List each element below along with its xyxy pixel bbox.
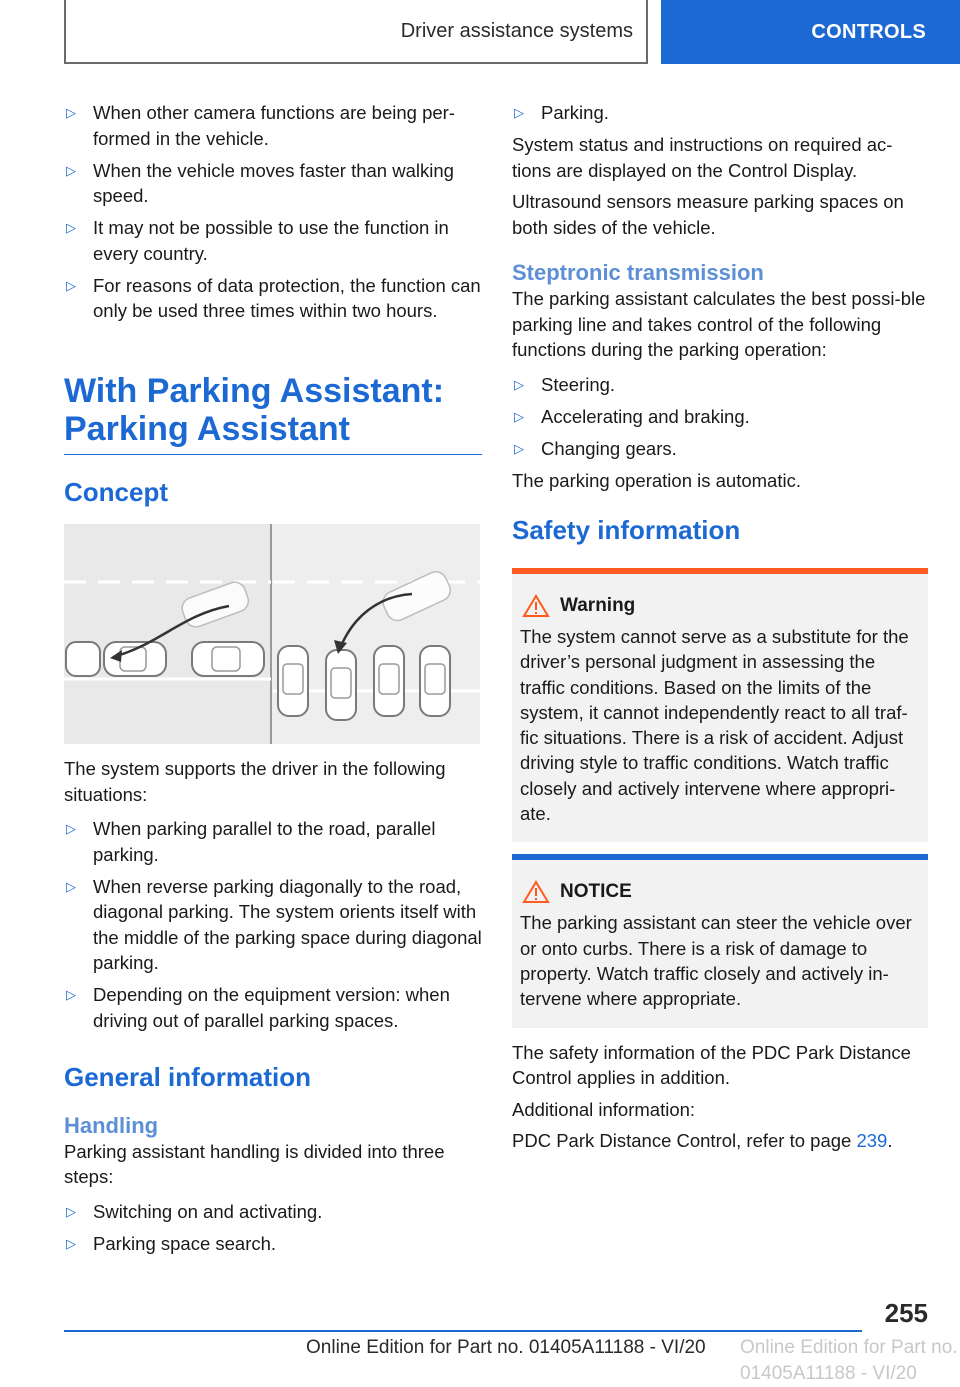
list-item: ▷ Steering. — [512, 372, 928, 398]
handling-bullet-list — [64, 1199, 482, 1257]
page-title: With Parking Assistant: Parking Assistant — [64, 372, 482, 455]
notice-title-row — [520, 880, 920, 904]
list-item: ▷ Switching on and activating. — [64, 1199, 482, 1225]
warning-triangle-icon — [522, 594, 550, 618]
header-section-title: Driver assistance systems — [400, 19, 633, 42]
triangle-bullet-icon: ▷ — [66, 105, 76, 120]
triangle-bullet-icon: ▷ — [514, 376, 524, 392]
list-item: ▷ When other camera functions are being per-formed in the vehicle. — [64, 100, 482, 151]
handling-heading: Handling — [64, 1112, 159, 1138]
list-item: ▷ Changing gears. — [512, 436, 928, 462]
notice-box — [512, 854, 928, 1027]
triangle-bullet-icon: ▷ — [66, 821, 76, 836]
steptronic-heading: Steptronic transmission — [512, 260, 764, 285]
header-section-tab — [64, 0, 648, 64]
right-column — [512, 100, 928, 1154]
watermark-text: Online Edition for Part no. 01405A11188 - VI/20 — [740, 1337, 958, 1384]
list-item: ▷ When parking parallel to the road, parallel parking. — [64, 816, 482, 867]
triangle-bullet-icon: ▷ — [66, 162, 76, 178]
pdc-paragraph: The safety information of the PDC Park Distance Control applies in addition. — [512, 1041, 911, 1089]
triangle-bullet-icon: ▷ — [514, 105, 524, 120]
concept-heading: Concept — [64, 477, 168, 507]
header-chapter-tab — [661, 0, 960, 64]
parking-diagram-icon — [64, 524, 480, 744]
warning-title: Warning — [560, 595, 636, 616]
list-item: ▷ Parking. — [512, 100, 928, 126]
footer-divider — [64, 1330, 862, 1332]
concept-text: The system supports the driver in the following situations: — [64, 758, 446, 805]
page-reference: PDC Park Distance Control, refer to page 239. — [512, 1130, 893, 1152]
paragraph-status: System status and instructions on required ac-tions are displayed on the Control Display. — [512, 134, 893, 181]
triangle-bullet-icon: ▷ — [66, 1235, 76, 1251]
triangle-bullet-icon: ▷ — [66, 987, 76, 1002]
list-item: ▷ Depending on the equipment version: when driving out of parallel parking spaces. — [64, 982, 482, 1033]
notice-text: The parking assistant can steer the vehicle over or onto curbs. There is a risk of damage to property. Watch traffic closely and actively in-tervene where appropriate. — [520, 912, 912, 1010]
notice-triangle-icon — [522, 880, 550, 904]
edition-text: Online Edition for Part no. 01405A11188 - VI/20 — [306, 1337, 706, 1358]
list-item: ▷ It may not be possible to use the function in every country. — [64, 215, 482, 266]
triangle-bullet-icon: ▷ — [66, 878, 76, 894]
list-item: ▷ Parking space search. — [64, 1231, 482, 1257]
triangle-bullet-icon: ▷ — [66, 1203, 76, 1219]
list-item: ▷ For reasons of data protection, the function can only be used three times within two hours. — [64, 273, 482, 324]
warning-text: The system cannot serve as a substitute for the driver’s personal judgment in assessing the traffic conditions. Based on the limits of the system, it cannot independently react to all traf-fic situations. There is a risk of accident. Adjust driving style to traffic conditions. Watch traffic closely and actively intervene where appropri-ate. — [520, 626, 909, 825]
parking-illustration — [64, 524, 480, 744]
header-chapter-title: CONTROLS — [811, 20, 926, 43]
triangle-bullet-icon: ▷ — [514, 440, 524, 456]
top-bullet-list — [64, 100, 482, 324]
warning-box — [512, 568, 928, 842]
left-column — [64, 100, 482, 1263]
list-item: ▷ Accelerating and braking. — [512, 404, 928, 430]
steptronic-after: The parking operation is automatic. — [512, 469, 801, 491]
steptronic-text: The parking assistant calculates the best possi-ble parking line and takes control of the following functions during the parking operation: — [512, 288, 926, 360]
list-item: ▷ When the vehicle moves faster than walking speed. — [64, 158, 482, 209]
triangle-bullet-icon: ▷ — [514, 408, 524, 424]
general-information-heading: General information — [64, 1061, 312, 1092]
steptronic-bullet-list — [512, 372, 928, 462]
page-number: 255 — [884, 1298, 928, 1328]
notice-title: NOTICE — [560, 881, 632, 903]
triangle-bullet-icon: ▷ — [66, 277, 76, 293]
triangle-bullet-icon: ▷ — [66, 220, 76, 235]
handling-text: Parking assistant handling is divided into three steps: — [64, 1140, 445, 1187]
list-item: ▷ When reverse parking diagonally to the road, diagonal parking. The system orients itself with the middle of the parking space during diagonal parking. — [64, 874, 482, 976]
footer — [64, 1333, 960, 1384]
concept-bullet-list — [64, 816, 482, 1033]
warning-title-row — [520, 594, 920, 618]
paragraph-ultrasound: Ultrasound sensors measure parking spaces on both sides of the vehicle. — [512, 191, 904, 238]
page-link[interactable]: 239 — [856, 1130, 888, 1152]
additional-information-label: Additional information: — [512, 1098, 696, 1120]
safety-information-heading: Safety information — [512, 515, 741, 545]
